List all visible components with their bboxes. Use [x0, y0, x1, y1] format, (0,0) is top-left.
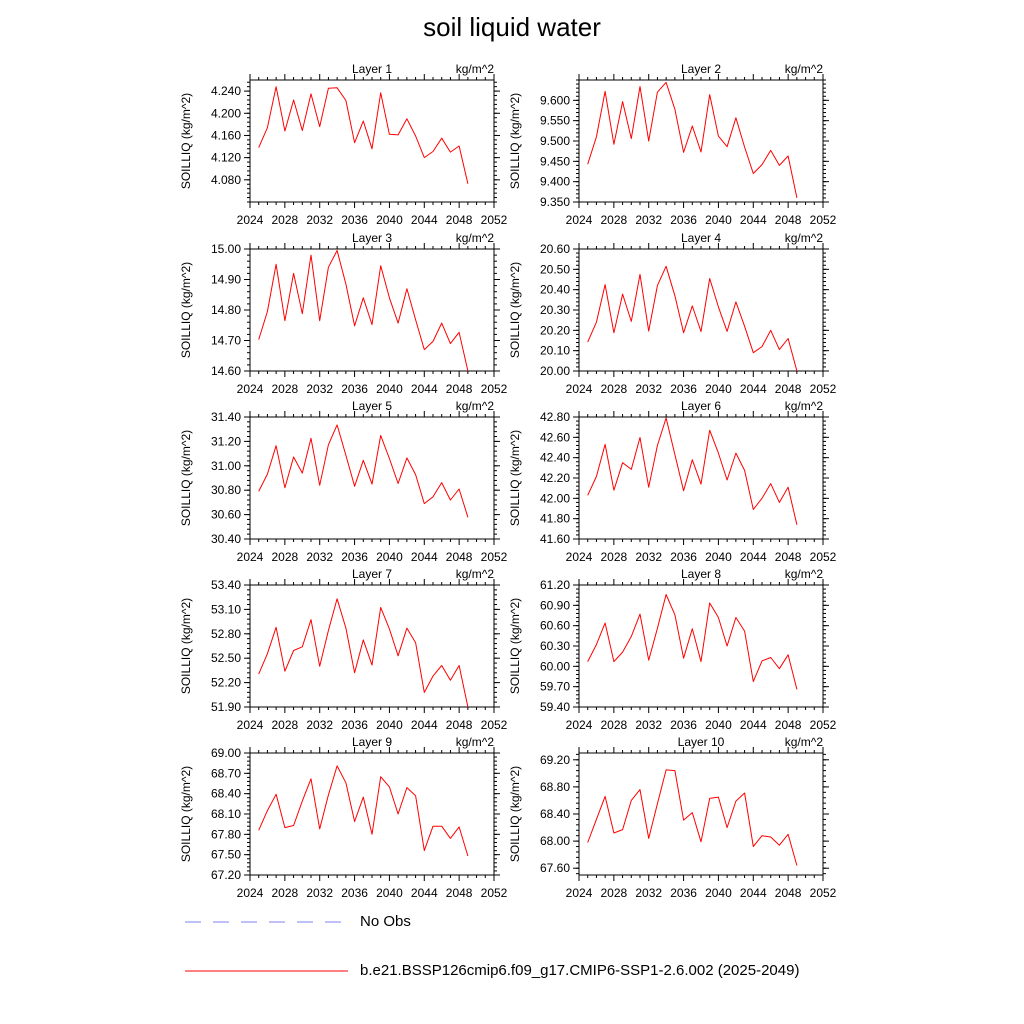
y-tick-label: 20.10 [539, 343, 570, 358]
panel-2 [508, 62, 837, 227]
x-tick-label: 2028 [600, 382, 628, 396]
y-axis-label: SOILLIQ (kg/m^2) [508, 429, 522, 527]
y-tick-label: 14.60 [210, 364, 241, 378]
y-tick-label: 9.550 [539, 113, 570, 128]
y-tick-label: 69.00 [210, 746, 241, 760]
y-tick-label: 9.400 [539, 174, 570, 189]
panel-4 [508, 231, 837, 396]
y-tick-label: 9.500 [539, 134, 570, 148]
x-tick-label: 2048 [445, 550, 473, 564]
y-tick-label: 31.20 [210, 434, 241, 449]
y-tick-label: 68.00 [539, 834, 570, 849]
x-tick-label: 2032 [635, 886, 663, 900]
series-line [259, 425, 468, 517]
x-tick-label: 2032 [306, 382, 334, 396]
x-tick-label: 2048 [445, 213, 473, 227]
x-tick-label: 2036 [670, 550, 697, 564]
plot-frame [250, 585, 494, 707]
x-tick-label: 2032 [306, 718, 334, 732]
y-tick-label: 68.70 [210, 766, 241, 781]
panel-8 [508, 567, 837, 732]
series-line [259, 766, 468, 856]
x-tick-label: 2040 [376, 382, 403, 396]
x-tick-label: 2044 [739, 886, 767, 900]
x-tick-label: 2024 [565, 886, 593, 900]
panel-title: Layer 3 [351, 231, 393, 245]
panel-units: kg/m^2 [455, 399, 494, 413]
x-tick-label: 2040 [705, 718, 732, 732]
x-tick-label: 2048 [445, 886, 473, 900]
y-tick-label: 53.40 [210, 578, 241, 592]
panel-7 [179, 567, 508, 732]
series-line [588, 266, 797, 371]
panel-3 [179, 231, 508, 396]
x-tick-label: 2044 [410, 718, 438, 732]
y-tick-label: 9.350 [539, 195, 570, 209]
plot-frame [579, 249, 823, 371]
x-tick-label: 2024 [565, 550, 593, 564]
panel-title: Layer 4 [680, 231, 722, 245]
x-tick-label: 2028 [600, 213, 628, 227]
y-tick-label: 68.40 [210, 786, 241, 801]
y-tick-label: 4.160 [210, 128, 241, 143]
y-axis-label: SOILLIQ (kg/m^2) [508, 765, 522, 863]
x-tick-label: 2024 [565, 718, 593, 732]
x-tick-label: 2048 [774, 213, 802, 227]
panel-units: kg/m^2 [784, 735, 823, 749]
x-tick-label: 2048 [774, 886, 802, 900]
plot-frame [579, 585, 823, 707]
y-axis-label: SOILLIQ (kg/m^2) [179, 765, 193, 863]
y-tick-label: 59.70 [539, 679, 570, 694]
x-tick-label: 2036 [670, 213, 697, 227]
panel-title: Layer 1 [351, 62, 393, 76]
y-tick-label: 53.10 [210, 602, 241, 617]
x-tick-label: 2044 [410, 382, 438, 396]
y-tick-label: 20.60 [539, 242, 570, 256]
panel-9 [179, 735, 508, 900]
y-tick-label: 67.80 [210, 827, 241, 842]
x-tick-label: 2044 [739, 382, 767, 396]
panel-units: kg/m^2 [784, 62, 823, 76]
y-tick-label: 42.00 [539, 491, 570, 506]
y-tick-label: 9.600 [539, 93, 570, 108]
y-tick-label: 14.90 [210, 272, 241, 287]
x-tick-label: 2028 [271, 886, 299, 900]
legend-model-label: b.e21.BSSP126cmip6.f09_g17.CMIP6-SSP1-2.6.002 (2025-2049) [360, 962, 800, 979]
y-tick-label: 4.080 [210, 172, 241, 187]
x-tick-label: 2044 [739, 213, 767, 227]
x-tick-label: 2040 [705, 550, 732, 564]
x-tick-label: 2052 [480, 718, 508, 732]
plot-frame [579, 80, 823, 202]
y-tick-label: 41.80 [539, 511, 570, 526]
y-tick-label: 20.20 [539, 323, 570, 338]
x-tick-label: 2028 [271, 550, 299, 564]
x-tick-label: 2044 [739, 718, 767, 732]
x-tick-label: 2032 [306, 213, 334, 227]
series-line [588, 82, 797, 197]
y-axis-label: SOILLIQ (kg/m^2) [508, 261, 522, 359]
y-tick-label: 68.10 [210, 807, 241, 821]
x-tick-label: 2040 [376, 550, 403, 564]
x-tick-label: 2052 [809, 550, 837, 564]
plot-frame [250, 417, 494, 539]
x-tick-label: 2024 [236, 718, 264, 732]
panel-units: kg/m^2 [784, 231, 823, 245]
y-tick-label: 20.30 [539, 303, 570, 317]
x-tick-label: 2052 [809, 886, 837, 900]
y-tick-label: 30.80 [210, 483, 241, 498]
x-tick-label: 2032 [306, 550, 334, 564]
panel-units: kg/m^2 [784, 399, 823, 413]
panel-units: kg/m^2 [455, 62, 494, 76]
x-tick-label: 2048 [774, 550, 802, 564]
panel-title: Layer 9 [351, 735, 393, 749]
x-tick-label: 2024 [565, 382, 593, 396]
x-tick-label: 2040 [705, 886, 732, 900]
legend-obs-label: No Obs [360, 913, 411, 930]
x-tick-label: 2040 [705, 382, 732, 396]
x-tick-label: 2036 [341, 382, 368, 396]
plot-frame [250, 753, 494, 875]
y-tick-label: 30.60 [210, 507, 241, 522]
x-tick-label: 2048 [445, 382, 473, 396]
x-tick-label: 2044 [739, 550, 767, 564]
y-tick-label: 42.40 [539, 450, 570, 465]
y-tick-label: 61.20 [539, 578, 570, 592]
x-tick-label: 2032 [635, 382, 663, 396]
x-tick-label: 2024 [565, 213, 593, 227]
panel-title: Layer 6 [680, 399, 722, 413]
x-tick-label: 2040 [376, 886, 403, 900]
x-tick-label: 2044 [410, 213, 438, 227]
x-tick-label: 2036 [341, 213, 368, 227]
y-tick-label: 31.00 [210, 458, 241, 473]
x-tick-label: 2044 [410, 550, 438, 564]
y-tick-label: 4.240 [210, 84, 241, 99]
y-tick-label: 52.50 [210, 651, 241, 666]
x-tick-label: 2036 [341, 550, 368, 564]
x-tick-label: 2052 [809, 382, 837, 396]
panel-title: Layer 7 [351, 567, 393, 581]
x-tick-label: 2024 [236, 886, 264, 900]
y-tick-label: 15.00 [210, 242, 241, 256]
x-tick-label: 2036 [670, 382, 697, 396]
x-tick-label: 2032 [635, 718, 663, 732]
y-tick-label: 68.80 [539, 779, 570, 794]
series-line [259, 251, 468, 372]
plot-frame [579, 753, 823, 875]
y-tick-label: 52.80 [210, 626, 241, 641]
x-tick-label: 2032 [306, 886, 334, 900]
y-tick-label: 42.60 [539, 430, 570, 445]
series-line [259, 87, 468, 184]
chart-title: soil liquid water [423, 12, 601, 42]
y-axis-label: SOILLIQ (kg/m^2) [179, 261, 193, 359]
y-tick-label: 67.60 [539, 861, 570, 876]
y-tick-label: 52.20 [210, 675, 241, 690]
series-line [588, 770, 797, 866]
y-axis-label: SOILLIQ (kg/m^2) [508, 597, 522, 695]
y-axis-label: SOILLIQ (kg/m^2) [179, 429, 193, 527]
x-tick-label: 2052 [809, 718, 837, 732]
y-tick-label: 42.80 [539, 410, 570, 424]
x-tick-label: 2048 [774, 382, 802, 396]
y-tick-label: 42.20 [539, 471, 570, 485]
series-line [588, 418, 797, 525]
x-tick-label: 2040 [376, 718, 403, 732]
plot-frame [579, 417, 823, 539]
y-tick-label: 9.450 [539, 154, 570, 169]
panel-1 [179, 62, 508, 227]
y-tick-label: 68.40 [539, 807, 570, 821]
x-tick-label: 2052 [480, 886, 508, 900]
panel-units: kg/m^2 [455, 231, 494, 245]
x-tick-label: 2032 [635, 213, 663, 227]
panel-10 [508, 735, 837, 900]
x-tick-label: 2036 [341, 886, 368, 900]
panel-6 [508, 399, 837, 564]
x-tick-label: 2024 [236, 550, 264, 564]
panel-units: kg/m^2 [455, 735, 494, 749]
panel-title: Layer 2 [680, 62, 722, 76]
y-tick-label: 31.40 [210, 410, 241, 424]
x-tick-label: 2036 [341, 718, 368, 732]
x-tick-label: 2052 [480, 213, 508, 227]
y-tick-label: 14.70 [210, 333, 241, 348]
panel-units: kg/m^2 [455, 567, 494, 581]
x-tick-label: 2040 [376, 213, 403, 227]
y-tick-label: 60.30 [539, 639, 570, 653]
series-line [259, 599, 468, 707]
x-tick-label: 2036 [670, 718, 697, 732]
y-tick-label: 69.20 [539, 752, 570, 767]
series-line [588, 595, 797, 690]
x-tick-label: 2028 [271, 382, 299, 396]
y-axis-label: SOILLIQ (kg/m^2) [179, 92, 193, 190]
y-tick-label: 59.40 [539, 700, 570, 714]
x-tick-label: 2040 [705, 213, 732, 227]
y-tick-label: 41.60 [539, 532, 570, 546]
x-tick-label: 2024 [236, 382, 264, 396]
x-tick-label: 2028 [271, 213, 299, 227]
x-tick-label: 2052 [809, 213, 837, 227]
y-tick-label: 14.80 [210, 303, 241, 317]
x-tick-label: 2036 [670, 886, 697, 900]
panel-title: Layer 8 [680, 567, 722, 581]
x-tick-label: 2028 [600, 886, 628, 900]
x-tick-label: 2048 [774, 718, 802, 732]
panel-5 [179, 399, 508, 564]
y-axis-label: SOILLIQ (kg/m^2) [508, 92, 522, 190]
legend [185, 922, 348, 971]
y-tick-label: 51.90 [210, 700, 241, 714]
panel-title: Layer 10 [677, 735, 725, 749]
y-tick-label: 20.40 [539, 282, 570, 297]
x-tick-label: 2028 [600, 718, 628, 732]
y-tick-label: 20.00 [539, 364, 570, 378]
x-tick-label: 2032 [635, 550, 663, 564]
x-tick-label: 2028 [600, 550, 628, 564]
x-tick-label: 2028 [271, 718, 299, 732]
y-axis-label: SOILLIQ (kg/m^2) [179, 597, 193, 695]
y-tick-label: 60.00 [539, 659, 570, 674]
y-tick-label: 4.120 [210, 150, 241, 165]
x-tick-label: 2024 [236, 213, 264, 227]
panel-title: Layer 5 [351, 399, 393, 413]
y-tick-label: 60.60 [539, 618, 570, 633]
x-tick-label: 2052 [480, 382, 508, 396]
y-tick-label: 60.90 [539, 598, 570, 613]
y-tick-label: 30.40 [210, 532, 241, 546]
plot-frame [250, 80, 494, 202]
y-tick-label: 67.20 [210, 868, 241, 882]
y-tick-label: 67.50 [210, 847, 241, 862]
y-tick-label: 4.200 [210, 106, 241, 121]
y-tick-label: 20.50 [539, 262, 570, 277]
x-tick-label: 2048 [445, 718, 473, 732]
panel-units: kg/m^2 [784, 567, 823, 581]
x-tick-label: 2052 [480, 550, 508, 564]
x-tick-label: 2044 [410, 886, 438, 900]
